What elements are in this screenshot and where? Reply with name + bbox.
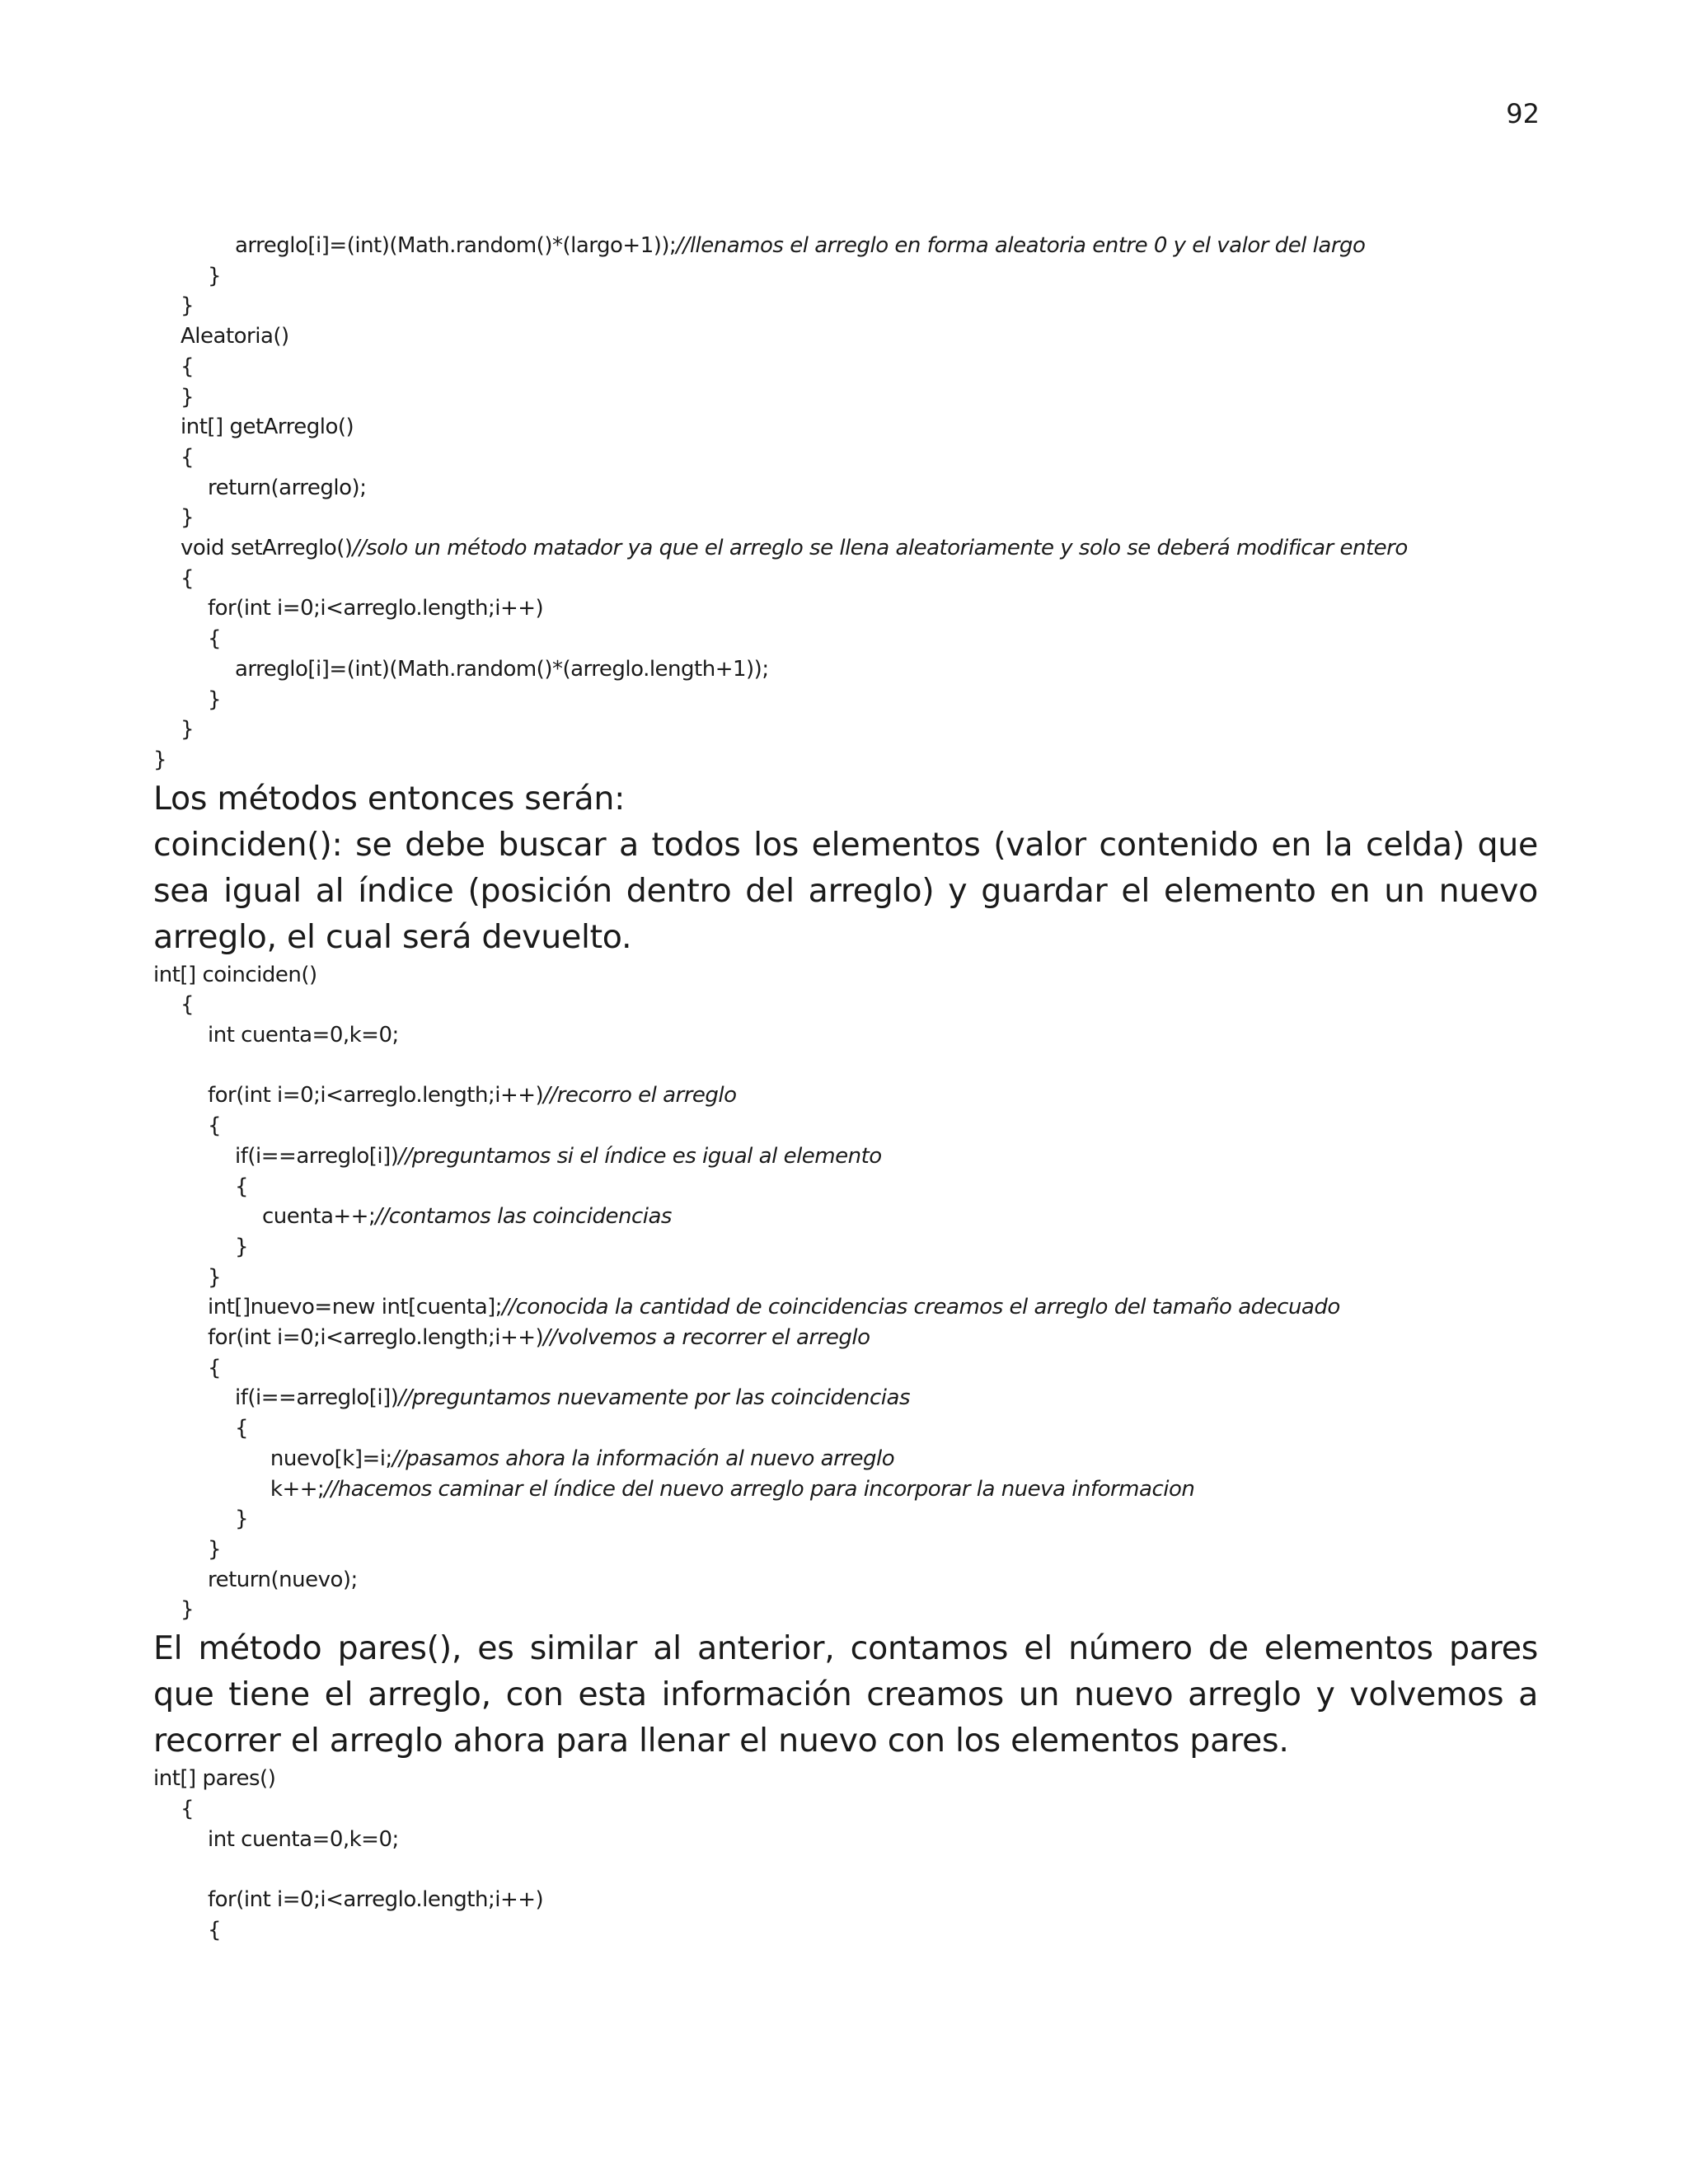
- code-line: [153, 1353, 1538, 1384]
- code-line: [153, 1202, 1538, 1232]
- code-line: [153, 1825, 1538, 1855]
- code-line: [153, 1565, 1538, 1596]
- page-content: [153, 231, 1538, 1945]
- code-line: [153, 503, 1538, 533]
- code-text: {: [208, 1917, 222, 1943]
- code-text: int cuenta=0,k=0;: [208, 1023, 399, 1048]
- code-line: [153, 1263, 1538, 1293]
- code-text: }: [208, 263, 222, 288]
- code-comment: //preguntamos si el índice es igual al elemento: [398, 1143, 882, 1169]
- code-block-coinciden-method: [153, 960, 1538, 1625]
- code-line: [153, 1051, 1538, 1081]
- code-text: int cuenta=0,k=0;: [208, 1826, 399, 1852]
- code-text: return(nuevo);: [208, 1567, 358, 1592]
- code-line: [153, 1020, 1538, 1051]
- code-line: [153, 473, 1538, 504]
- code-text: arreglo[i]=(int)(Math.random()*(arreglo.length+1));: [235, 656, 769, 682]
- code-text: {: [208, 1113, 222, 1139]
- code-line: [153, 1383, 1538, 1413]
- code-line: [153, 960, 1538, 991]
- code-comment: //solo un método matador ya que el arreglo se llena aleatoriamente y solo se deberá modificar entero: [352, 536, 1408, 561]
- code-text: }: [181, 384, 195, 410]
- code-text: {: [208, 1355, 222, 1380]
- code-line: [153, 990, 1538, 1020]
- code-line: [153, 1764, 1538, 1794]
- code-text: arreglo[i]=(int)(Math.random()*(largo+1));: [235, 233, 677, 258]
- code-text: }: [181, 505, 195, 531]
- code-text: nuevo[k]=i;: [270, 1446, 392, 1471]
- code-text: for(int i=0;i<arreglo.length;i++): [208, 1325, 544, 1351]
- paragraph-pares-description: El método pares(), es similar al anterior, contamos el número de elementos pares que tiene el arreglo, con esta información creamos un nuevo arreglo y volvemos a recorrer el arreglo ahora para llenar el nuevo con los elementos pares.: [153, 1629, 1538, 1760]
- code-comment: //contamos las coincidencias: [375, 1204, 672, 1230]
- code-text: void setArreglo(): [181, 536, 353, 561]
- code-line: [153, 382, 1538, 413]
- code-line: [153, 1794, 1538, 1825]
- code-line: [153, 745, 1538, 776]
- code-text: return(arreglo);: [208, 475, 367, 500]
- code-comment: //pasamos ahora la información al nuevo arreglo: [392, 1446, 895, 1471]
- code-text: {: [181, 565, 195, 591]
- code-comment: //llenamos el arreglo en forma aleatoria entre 0 y el valor del largo: [676, 233, 1366, 258]
- code-line: [153, 1595, 1538, 1625]
- code-text: {: [181, 354, 195, 379]
- code-comment: //volvemos a recorrer el arreglo: [543, 1325, 870, 1351]
- code-line: [153, 1141, 1538, 1172]
- code-text: }: [181, 293, 195, 319]
- code-line: [153, 1474, 1538, 1505]
- code-text: }: [208, 687, 222, 712]
- code-text: {: [208, 626, 222, 652]
- code-line: [153, 564, 1538, 594]
- code-line: [153, 1323, 1538, 1353]
- code-text: int[]nuevo=new int[cuenta];: [208, 1295, 503, 1320]
- code-text: {: [235, 1174, 249, 1199]
- code-text: }: [235, 1507, 249, 1532]
- code-line: [153, 1535, 1538, 1565]
- code-line: [153, 1172, 1538, 1202]
- code-text: int[] pares(): [153, 1766, 276, 1792]
- code-text: }: [235, 1234, 249, 1259]
- code-line: [153, 352, 1538, 382]
- code-text: if(i==arreglo[i]): [235, 1143, 399, 1169]
- code-line: [153, 715, 1538, 745]
- code-line: [153, 654, 1538, 685]
- code-text: }: [208, 1537, 222, 1562]
- code-line: [153, 443, 1538, 473]
- code-line: [153, 1413, 1538, 1444]
- paragraph-coinciden-description: coinciden(): se debe buscar a todos los elementos (valor contenido en la celda) que sea igual al índice (posición dentro del arreglo) y guardar el elemento en un nuevo arreglo, el cual será devuelto.: [153, 825, 1538, 956]
- code-text: int[] getArreglo(): [181, 415, 354, 440]
- code-text: Aleatoria(): [181, 324, 289, 349]
- code-line: [153, 624, 1538, 654]
- code-comment: //recorro el arreglo: [543, 1083, 737, 1108]
- code-line: [153, 593, 1538, 624]
- code-text: {: [181, 992, 195, 1018]
- code-line: [153, 1854, 1538, 1885]
- code-line: [153, 261, 1538, 292]
- code-text: for(int i=0;i<arreglo.length;i++): [208, 1083, 544, 1108]
- code-text: for(int i=0;i<arreglo.length;i++): [208, 596, 544, 621]
- code-text: }: [181, 717, 195, 743]
- code-line: [153, 231, 1538, 261]
- code-block-pares-method: [153, 1764, 1538, 1945]
- code-line: [153, 1444, 1538, 1474]
- code-text: }: [181, 1597, 195, 1623]
- code-comment: //hacemos caminar el índice del nuevo arreglo para incorporar la nueva informacion: [324, 1476, 1195, 1502]
- code-text: int[] coinciden(): [153, 962, 317, 987]
- code-text: {: [181, 444, 195, 470]
- code-comment: //conocida la cantidad de coincidencias creamos el arreglo del tamaño adecuado: [502, 1295, 1340, 1320]
- code-line: [153, 1111, 1538, 1141]
- code-line: [153, 1915, 1538, 1946]
- code-line: [153, 1292, 1538, 1323]
- code-line: [153, 685, 1538, 715]
- code-text: }: [208, 1264, 222, 1290]
- code-comment: //preguntamos nuevamente por las coincidencias: [398, 1385, 910, 1411]
- code-block-aleatoria-class: [153, 231, 1538, 776]
- code-text: {: [181, 1796, 195, 1821]
- code-line: [153, 291, 1538, 321]
- code-text: {: [235, 1416, 249, 1441]
- code-text: k++;: [270, 1476, 325, 1502]
- code-text: cuenta++;: [262, 1204, 376, 1230]
- code-line: [153, 1885, 1538, 1915]
- paragraph-metodos-intro: Los métodos entonces serán:: [153, 779, 626, 818]
- code-text: if(i==arreglo[i]): [235, 1385, 399, 1411]
- code-line: [153, 1232, 1538, 1263]
- code-line: [153, 412, 1538, 443]
- code-line: [153, 321, 1538, 352]
- code-text: for(int i=0;i<arreglo.length;i++): [208, 1886, 544, 1912]
- page-number: 92: [1506, 98, 1540, 129]
- code-text: }: [153, 747, 167, 772]
- code-line: [153, 533, 1538, 564]
- code-line: [153, 1504, 1538, 1535]
- code-line: [153, 1080, 1538, 1111]
